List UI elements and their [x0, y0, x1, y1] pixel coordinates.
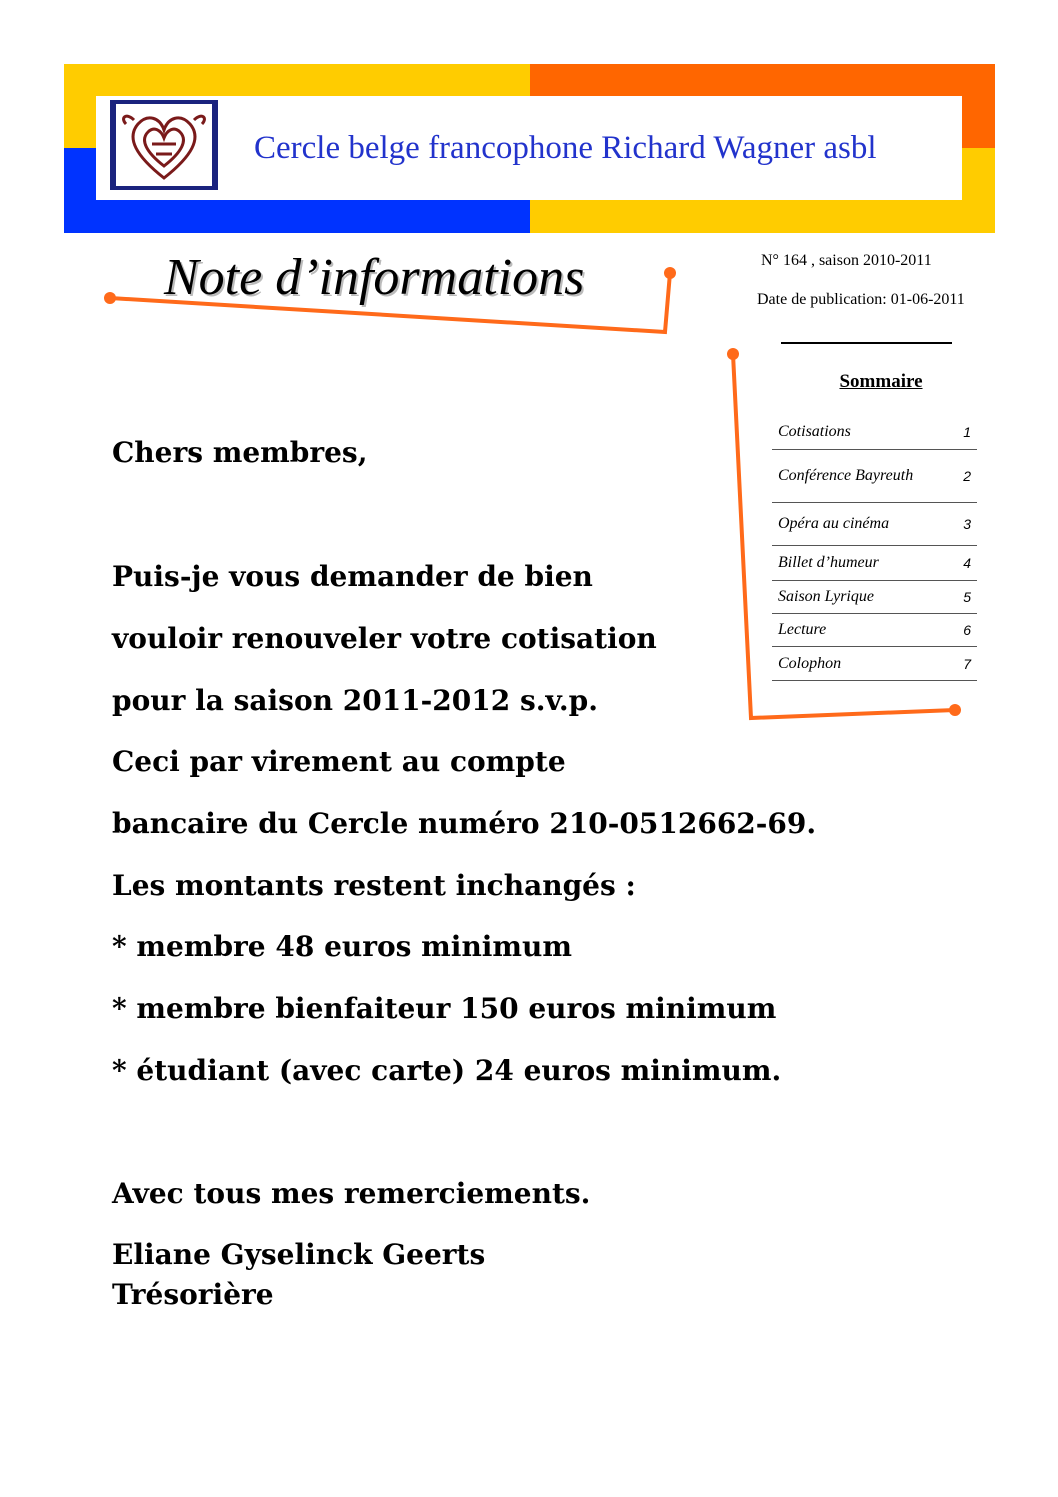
toc-label: Billet d’humeur: [778, 554, 879, 571]
letter-line: Les montants restent inchangés :: [112, 869, 636, 902]
letter-salutation: Chers membres,: [112, 436, 368, 469]
toc-row[interactable]: [772, 647, 977, 681]
toc-row[interactable]: [772, 581, 977, 614]
toc-page: 4: [963, 555, 971, 571]
letter-line: pour la saison 2011-2012 s.v.p.: [112, 684, 598, 717]
sommaire-title: Sommaire: [839, 371, 923, 392]
toc-label: Colophon: [778, 654, 842, 672]
letter-closing: Avec tous mes remerciements.: [112, 1177, 591, 1210]
signature-role: Trésorière: [112, 1278, 274, 1311]
header-banner: [64, 64, 995, 233]
organization-logo: [110, 100, 218, 190]
letter-line: bancaire du Cercle numéro 210-0512662-69.: [112, 807, 817, 840]
sommaire-divider: [781, 342, 952, 344]
newsletter-title: Note d’informations: [164, 249, 585, 306]
issue-number: N° 164 , saison 2010-2011: [761, 252, 932, 269]
toc-label: Cotisations: [778, 423, 851, 440]
letter-line: Ceci par virement au compte: [112, 745, 566, 778]
toc-page: 5: [963, 589, 971, 605]
toc-row[interactable]: [772, 450, 977, 503]
sommaire-table: [772, 415, 977, 681]
toc-page: 1: [963, 424, 971, 440]
toc-label: Opéra au cinéma: [778, 515, 890, 532]
letter-line: * étudiant (avec carte) 24 euros minimum.: [112, 1054, 782, 1087]
letter-line: Puis-je vous demander de bien: [112, 560, 593, 593]
toc-row[interactable]: [772, 415, 977, 450]
toc-page: 6: [963, 622, 971, 638]
organization-name: Cercle belge francophone Richard Wagner asbl: [254, 130, 877, 166]
toc-page: 7: [963, 655, 971, 672]
signature-name: Eliane Gyselinck Geerts: [112, 1238, 486, 1271]
banner-inner-panel: [96, 96, 962, 200]
letter-line: * membre bienfaiteur 150 euros minimum: [112, 992, 777, 1025]
publication-date: Date de publication: 01-06-2011: [757, 291, 965, 308]
toc-label: Lecture: [778, 621, 827, 638]
toc-row[interactable]: [772, 503, 977, 546]
toc-row[interactable]: [772, 546, 977, 581]
toc-label: Saison Lyrique: [778, 588, 874, 605]
letter-line: * membre 48 euros minimum: [112, 930, 573, 963]
toc-label: Conférence Bayreuth: [778, 467, 914, 484]
toc-page: 3: [963, 516, 971, 532]
wagner-knot-logo-icon: [116, 104, 212, 186]
toc-row[interactable]: [772, 614, 977, 647]
letter-line: vouloir renouveler votre cotisation: [112, 622, 657, 655]
toc-page: 2: [963, 468, 971, 484]
